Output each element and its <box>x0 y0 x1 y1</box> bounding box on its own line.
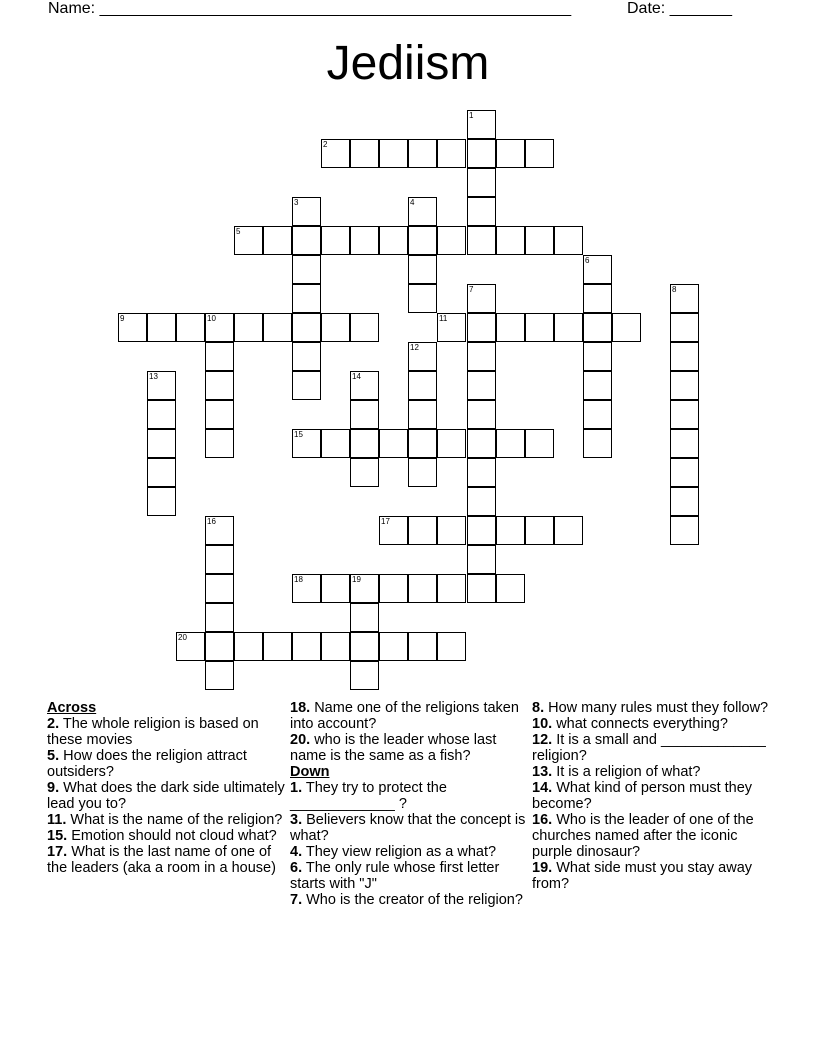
crossword-cell[interactable] <box>350 429 379 458</box>
crossword-cell[interactable] <box>234 632 263 661</box>
crossword-cell[interactable] <box>350 661 379 690</box>
clue-number: 4. <box>290 844 303 860</box>
crossword-cell[interactable] <box>467 342 496 371</box>
crossword-cell[interactable] <box>467 487 496 516</box>
clue-text: What is the last name of one of the leaders (aka a room in a house) <box>47 844 276 876</box>
clue-number: 3. <box>290 812 303 828</box>
crossword-cell[interactable] <box>583 342 612 371</box>
clue-number: 15. <box>47 828 68 844</box>
crossword-cell[interactable] <box>408 197 437 226</box>
name-field[interactable]: Name: _____________________________________________________ <box>48 0 572 17</box>
clue-item <box>532 780 770 812</box>
crossword-cell[interactable] <box>467 139 496 168</box>
crossword-cell[interactable] <box>321 139 350 168</box>
clue-item <box>290 732 528 764</box>
clue-item <box>532 732 770 764</box>
crossword-cell[interactable] <box>350 313 379 342</box>
crossword-cell[interactable] <box>292 255 321 284</box>
crossword-cell[interactable] <box>379 429 408 458</box>
clue-text: The only rule whose first letter starts with "J" <box>290 860 500 892</box>
crossword-cell[interactable] <box>350 458 379 487</box>
clue-number: 12 <box>410 343 419 352</box>
crossword-cell[interactable] <box>234 313 263 342</box>
clue-number: 5 <box>236 227 241 236</box>
clue-item <box>290 780 528 812</box>
crossword-cell[interactable] <box>176 313 205 342</box>
crossword-cell[interactable] <box>496 574 525 603</box>
clue-item <box>290 892 528 908</box>
crossword-cell[interactable] <box>467 313 496 342</box>
crossword-cell[interactable] <box>583 313 612 342</box>
crossword-cell[interactable] <box>205 574 234 603</box>
clue-text: It is a small and _____________ religion? <box>532 732 766 764</box>
clue-number: 14. <box>532 780 553 796</box>
crossword-cell[interactable] <box>147 429 176 458</box>
clue-text: Believers know that the concept is what? <box>290 812 526 844</box>
crossword-cell[interactable] <box>467 400 496 429</box>
crossword-cell[interactable] <box>670 458 699 487</box>
crossword-cell[interactable] <box>525 226 554 255</box>
crossword-cell[interactable] <box>408 400 437 429</box>
clue-text: Name one of the religions taken into account? <box>290 700 519 732</box>
crossword-cell[interactable] <box>321 313 350 342</box>
crossword-cell[interactable] <box>670 371 699 400</box>
crossword-cell[interactable] <box>205 603 234 632</box>
crossword-cell[interactable] <box>147 458 176 487</box>
clue-list <box>0 700 816 1030</box>
clue-text: who is the leader whose last name is the same as a fish? <box>290 732 497 764</box>
crossword-cell[interactable] <box>670 284 699 313</box>
crossword-cell[interactable] <box>118 313 147 342</box>
crossword-cell[interactable] <box>147 371 176 400</box>
crossword-cell[interactable] <box>147 487 176 516</box>
crossword-cell[interactable] <box>379 574 408 603</box>
clue-number: 6. <box>290 860 303 876</box>
crossword-cell[interactable] <box>467 197 496 226</box>
crossword-cell[interactable] <box>525 429 554 458</box>
crossword-cell[interactable] <box>467 545 496 574</box>
clue-column-1 <box>47 700 285 876</box>
clue-item <box>290 860 528 892</box>
crossword-cell[interactable] <box>321 429 350 458</box>
crossword-cell[interactable] <box>670 400 699 429</box>
clue-number: 6 <box>585 256 590 265</box>
clue-number: 14 <box>352 372 361 381</box>
crossword-cell[interactable] <box>554 516 583 545</box>
clue-item <box>532 700 770 716</box>
clue-item <box>47 828 285 844</box>
crossword-cell[interactable] <box>408 458 437 487</box>
crossword-cell[interactable] <box>670 429 699 458</box>
crossword-cell[interactable] <box>670 313 699 342</box>
section-heading: Across <box>47 700 97 716</box>
crossword-cell[interactable] <box>408 139 437 168</box>
crossword-cell[interactable] <box>292 226 321 255</box>
crossword-cell[interactable] <box>205 371 234 400</box>
crossword-cell[interactable] <box>321 574 350 603</box>
clue-number: 11 <box>439 314 448 323</box>
clue-item <box>532 716 770 732</box>
crossword-cell[interactable] <box>292 197 321 226</box>
crossword-cell[interactable] <box>350 139 379 168</box>
crossword-cell[interactable] <box>350 400 379 429</box>
clue-item <box>290 700 528 732</box>
crossword-cell[interactable] <box>408 632 437 661</box>
clue-item <box>47 812 285 828</box>
clue-number: 16. <box>532 812 553 828</box>
clue-number: 9. <box>47 780 60 796</box>
crossword-cell[interactable] <box>554 226 583 255</box>
crossword-cell[interactable] <box>467 168 496 197</box>
clue-number: 8. <box>532 700 545 716</box>
crossword-cell[interactable] <box>205 516 234 545</box>
crossword-cell[interactable] <box>205 313 234 342</box>
crossword-cell[interactable] <box>350 603 379 632</box>
clue-number: 19. <box>532 860 553 876</box>
crossword-cell[interactable] <box>496 516 525 545</box>
crossword-cell[interactable] <box>583 429 612 458</box>
crossword-cell[interactable] <box>205 632 234 661</box>
crossword-cell[interactable] <box>292 342 321 371</box>
page-title: Jediism <box>326 37 490 90</box>
crossword-cell[interactable] <box>176 632 205 661</box>
crossword-cell[interactable] <box>147 400 176 429</box>
clue-text: How does the religion attract outsiders? <box>47 748 247 780</box>
crossword-cell[interactable] <box>292 371 321 400</box>
clue-number: 2 <box>323 140 328 149</box>
crossword-cell[interactable] <box>496 429 525 458</box>
clue-number: 5. <box>47 748 60 764</box>
clue-text: Who is the leader of one of the churches named after the iconic purple dinosaur? <box>532 812 754 860</box>
crossword-cell[interactable] <box>205 429 234 458</box>
crossword-cell[interactable] <box>408 342 437 371</box>
clue-number: 9 <box>120 314 125 323</box>
crossword-cell[interactable] <box>437 632 466 661</box>
clue-number: 1. <box>290 780 303 796</box>
clue-number: 3 <box>294 198 299 207</box>
clue-item <box>47 780 285 812</box>
clue-number: 16 <box>207 517 216 526</box>
clue-column-2 <box>290 700 528 908</box>
crossword-cell[interactable] <box>467 284 496 313</box>
crossword-cell[interactable] <box>554 313 583 342</box>
crossword-cell[interactable] <box>379 516 408 545</box>
crossword-cell[interactable] <box>583 400 612 429</box>
crossword-cell[interactable] <box>350 371 379 400</box>
clue-text: What side must you stay away from? <box>532 860 753 892</box>
clue-item <box>47 748 285 780</box>
clue-text: What kind of person must they become? <box>532 780 753 812</box>
crossword-cell[interactable] <box>467 516 496 545</box>
crossword-cell[interactable] <box>525 313 554 342</box>
crossword-cell[interactable] <box>670 487 699 516</box>
crossword-cell[interactable] <box>292 313 321 342</box>
clue-number: 11. <box>47 812 67 828</box>
crossword-cell[interactable] <box>350 574 379 603</box>
crossword-cell[interactable] <box>408 226 437 255</box>
clue-text: How many rules must they follow? <box>544 700 769 716</box>
crossword-cell[interactable] <box>408 516 437 545</box>
crossword-cell[interactable] <box>321 226 350 255</box>
clue-number: 4 <box>410 198 415 207</box>
crossword-cell[interactable] <box>583 255 612 284</box>
section-heading: Down <box>290 764 330 780</box>
crossword-cell[interactable] <box>205 400 234 429</box>
clue-number: 12. <box>532 732 553 748</box>
clue-text: What does the dark side ultimately lead you to? <box>47 780 285 812</box>
crossword-cell[interactable] <box>350 632 379 661</box>
crossword-cell[interactable] <box>670 516 699 545</box>
crossword-cell[interactable] <box>467 226 496 255</box>
clue-number: 8 <box>672 285 677 294</box>
clue-item <box>532 860 770 892</box>
clue-text: Emotion should not cloud what? <box>67 828 277 844</box>
crossword-cell[interactable] <box>467 110 496 139</box>
crossword-cell[interactable] <box>408 371 437 400</box>
crossword-cell[interactable] <box>379 139 408 168</box>
crossword-cell[interactable] <box>263 226 292 255</box>
crossword-cell[interactable] <box>437 574 466 603</box>
crossword-cell[interactable] <box>525 139 554 168</box>
crossword-cell[interactable] <box>583 371 612 400</box>
crossword-cell[interactable] <box>292 284 321 313</box>
crossword-cell[interactable] <box>437 313 466 342</box>
crossword-cell[interactable] <box>525 516 554 545</box>
crossword-cell[interactable] <box>408 574 437 603</box>
crossword-cell[interactable] <box>205 545 234 574</box>
clue-text: Who is the creator of the religion? <box>302 892 523 908</box>
clue-item <box>47 716 285 748</box>
clue-number: 15 <box>294 430 303 439</box>
crossword-cell[interactable] <box>467 458 496 487</box>
crossword-cell[interactable] <box>263 632 292 661</box>
crossword-cell[interactable] <box>379 226 408 255</box>
crossword-cell[interactable] <box>437 226 466 255</box>
clue-number: 1 <box>469 111 474 120</box>
crossword-cell[interactable] <box>408 255 437 284</box>
clue-text: It is a religion of what? <box>552 764 701 780</box>
clue-number: 17 <box>381 517 390 526</box>
clue-number: 13 <box>149 372 158 381</box>
clue-item <box>290 844 528 860</box>
crossword-cell[interactable] <box>408 284 437 313</box>
crossword-cell[interactable] <box>321 632 350 661</box>
crossword-cell[interactable] <box>467 429 496 458</box>
clue-number: 20. <box>290 732 311 748</box>
crossword-cell[interactable] <box>292 429 321 458</box>
crossword-cell[interactable] <box>496 139 525 168</box>
clue-item <box>47 844 285 876</box>
crossword-cell[interactable] <box>467 574 496 603</box>
crossword-cell[interactable] <box>437 139 466 168</box>
clue-number: 18 <box>294 575 303 584</box>
crossword-cell[interactable] <box>147 313 176 342</box>
crossword-cell[interactable] <box>292 632 321 661</box>
crossword-cell[interactable] <box>467 371 496 400</box>
crossword-cell[interactable] <box>437 516 466 545</box>
clue-number: 7. <box>290 892 303 908</box>
date-field[interactable]: Date: _______ <box>627 0 732 17</box>
crossword-cell[interactable] <box>292 574 321 603</box>
crossword-cell[interactable] <box>379 632 408 661</box>
crossword-cell[interactable] <box>496 313 525 342</box>
crossword-cell[interactable] <box>263 313 292 342</box>
clue-text: They view religion as a what? <box>302 844 497 860</box>
clue-number: 2. <box>47 716 60 732</box>
crossword-cell[interactable] <box>583 284 612 313</box>
clue-text: The whole religion is based on these movies <box>47 716 259 748</box>
crossword-cell[interactable] <box>234 226 263 255</box>
clue-number: 10 <box>207 314 216 323</box>
crossword-cell[interactable] <box>437 429 466 458</box>
crossword-cell[interactable] <box>408 429 437 458</box>
clue-item <box>532 764 770 780</box>
clue-number: 10. <box>532 716 553 732</box>
crossword-cell[interactable] <box>612 313 641 342</box>
crossword-cell[interactable] <box>670 342 699 371</box>
clue-text: what connects everything? <box>552 716 728 732</box>
crossword-cell[interactable] <box>496 226 525 255</box>
clue-number: 7 <box>469 285 474 294</box>
clue-column-3 <box>532 700 770 892</box>
clue-number: 13. <box>532 764 553 780</box>
clue-text: What is the name of the religion? <box>66 812 283 828</box>
clue-number: 18. <box>290 700 311 716</box>
clue-number: 20 <box>178 633 187 642</box>
crossword-cell[interactable] <box>350 226 379 255</box>
clue-item <box>290 812 528 844</box>
clue-number: 19 <box>352 575 361 584</box>
crossword-cell[interactable] <box>205 661 234 690</box>
clue-text: They try to protect the _____________ ? <box>290 780 447 812</box>
crossword-cell[interactable] <box>205 342 234 371</box>
clue-number: 17. <box>47 844 68 860</box>
clue-item <box>532 812 770 860</box>
